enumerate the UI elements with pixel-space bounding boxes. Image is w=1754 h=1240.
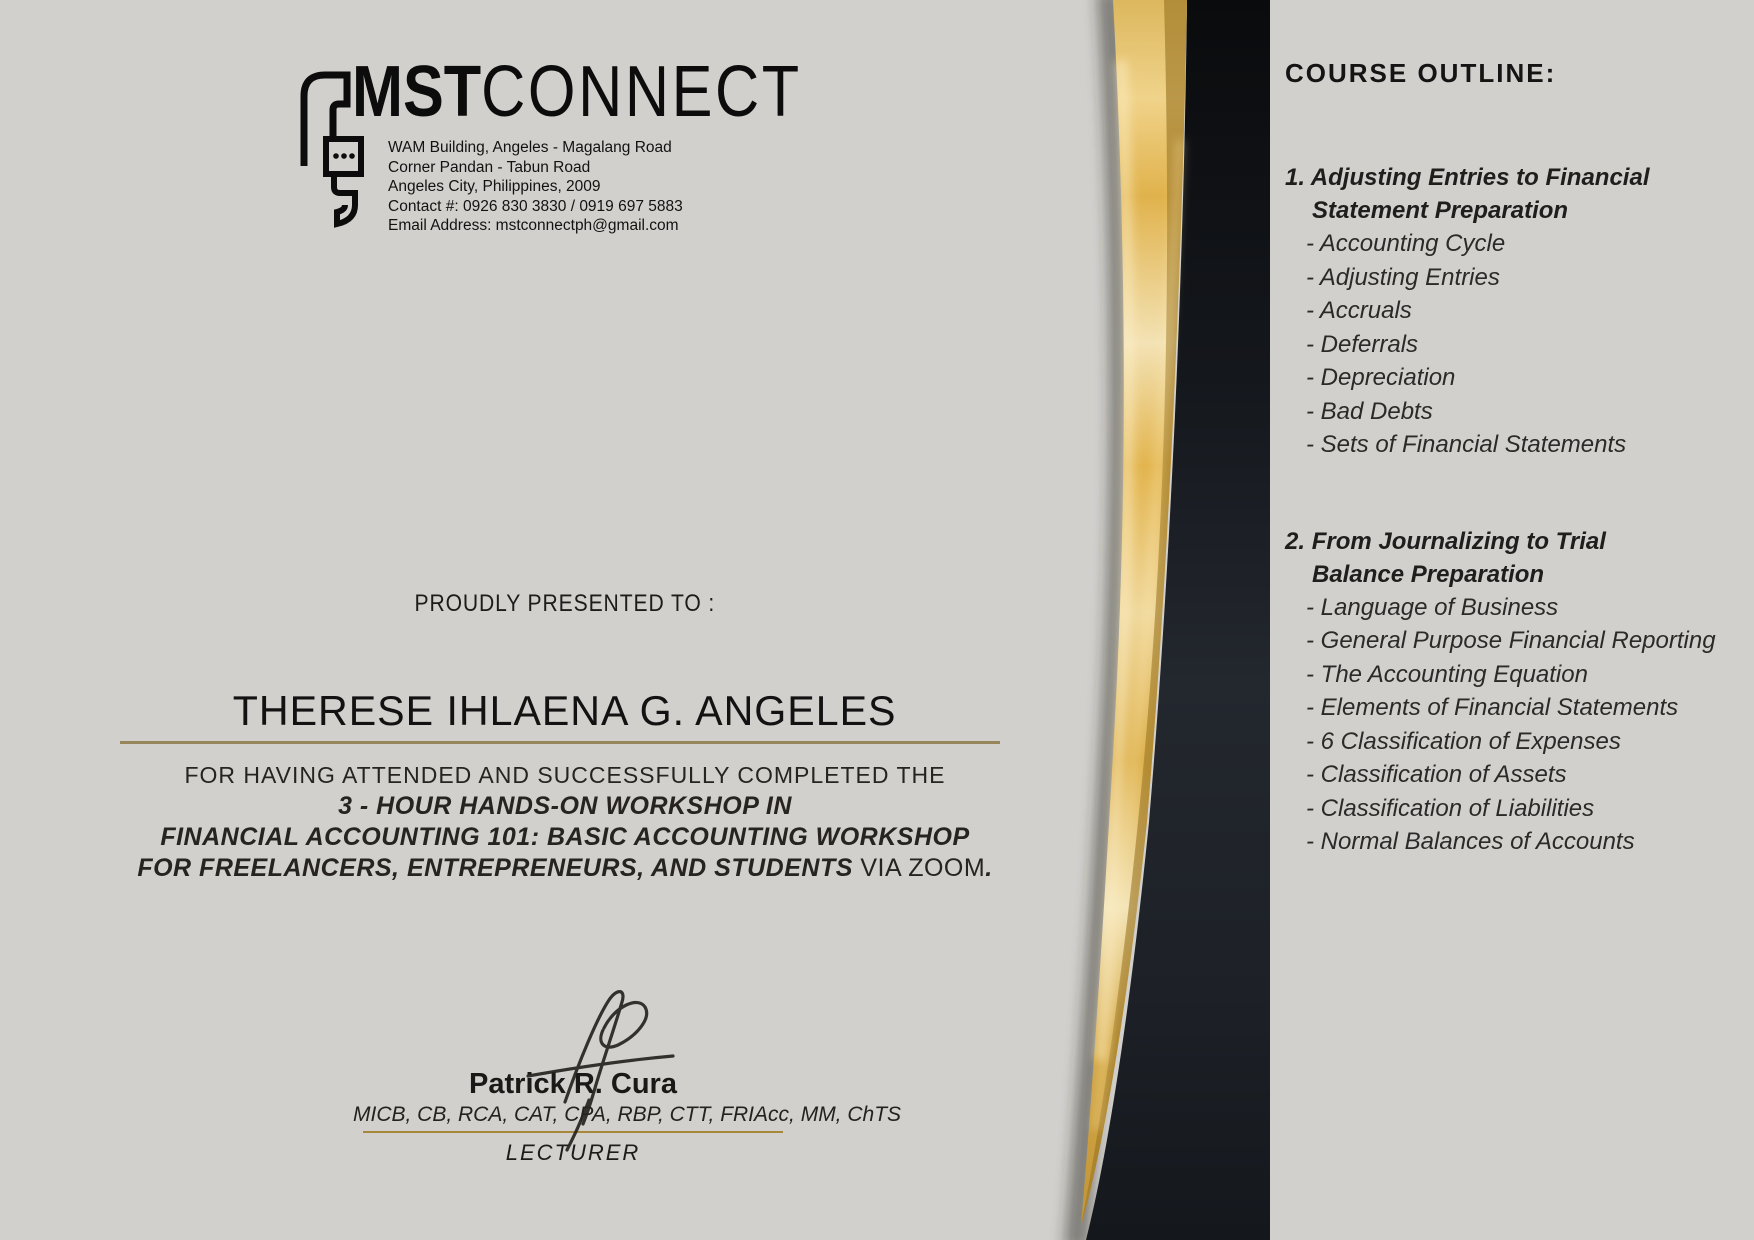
outline-section-1-number: 1.: [1285, 164, 1306, 191]
outline-item: - Normal Balances of Accounts: [1306, 828, 1635, 855]
outline-item: - Adjusting Entries: [1306, 263, 1500, 291]
brand-wordmark: [352, 52, 802, 132]
outline-item: - Classification of Liabilities: [1306, 794, 1595, 822]
outline-section-1-title-line2: Statement Preparation: [1312, 197, 1569, 224]
outline-item: - The Accounting Equation: [1306, 660, 1588, 688]
presented-label: PROUDLY PRESENTED TO :: [414, 590, 716, 617]
outline-section-2: [1285, 525, 1754, 859]
outline-item: - 6 Classification of Expenses: [1306, 727, 1621, 755]
signer-role: LECTURER: [505, 1140, 641, 1165]
body-line-4: [0, 853, 1130, 884]
outline-section-2-title: 2. From Journalizing to Trial: [1285, 527, 1606, 555]
outline-item: - Sets of Financial Statements: [1306, 431, 1627, 458]
certificate-title-line2: OF COMPLETION: [0, 443, 1130, 551]
logo-address-line: Angeles City, Philippines, 2009: [388, 178, 601, 195]
outline-item: - General Purpose Financial Reporting: [1306, 627, 1716, 654]
body-line-4-bold: FOR FREELANCERS, ENTREPRENEURS, AND STUDENTS: [137, 854, 853, 882]
logo-address-line: Email Address: mstconnectph@gmail.com: [388, 217, 679, 234]
outline-item: - Deferrals: [1306, 330, 1419, 358]
outline-item: - Accounting Cycle: [1306, 230, 1506, 257]
outline-section-1-title: 1. Adjusting Entries to Financial: [1285, 164, 1650, 191]
outline-item: - Depreciation: [1306, 364, 1456, 391]
logo-address-line: Corner Pandan - Tabun Road: [388, 158, 591, 176]
course-outline-panel: [1270, 0, 1754, 1240]
signer-underline: [363, 1131, 783, 1133]
logo-address: [388, 138, 881, 236]
brand-light: CONNECT: [481, 52, 802, 132]
body-line-2: 3 - HOUR HANDS-ON WORKSHOP IN: [338, 792, 792, 820]
logo-address-line: Contact #: 0926 830 3830 / 0919 697 5883: [388, 197, 683, 215]
logo-block: [352, 52, 881, 236]
course-outline-heading: COURSE OUTLINE:: [1285, 58, 1557, 88]
body-line-4-period: .: [985, 854, 993, 882]
body-line-4-regular: VIA ZOOM: [852, 854, 986, 882]
outline-item: - Classification of Assets: [1306, 761, 1567, 788]
brand-bold: MST: [352, 52, 482, 132]
signer-name: Patrick R. Cura: [469, 1068, 677, 1100]
outline-section-2-items: [1285, 591, 1754, 859]
outline-item: - Bad Debts: [1306, 397, 1433, 425]
signer-credentials: MICB, CB, RCA, CAT, CPA, RBP, CTT, FRIAcc, MM, ChTS: [353, 1103, 902, 1126]
outline-section-1-items: [1285, 227, 1754, 462]
outline-section-2-number: 2.: [1285, 527, 1306, 555]
recipient-name-underline: [120, 741, 1000, 744]
certificate-title-line1: CERTIFICATE: [0, 325, 1130, 433]
outline-section-1: [1285, 161, 1754, 462]
outline-item: - Accruals: [1306, 297, 1412, 324]
outline-item: - Language of Business: [1306, 593, 1559, 621]
logo-address-line: WAM Building, Angeles - Magalang Road: [388, 139, 672, 156]
body-line-1: FOR HAVING ATTENDED AND SUCCESSFULLY COMPLETED THE: [184, 762, 946, 788]
outline-item: - Elements of Financial Statements: [1306, 694, 1679, 721]
signature-block: [353, 1068, 902, 1166]
outline-section-2-title-line2: Balance Preparation: [1312, 560, 1545, 588]
certificate-body-text: [0, 760, 1130, 884]
recipient-name: THERESE IHLAENA G. ANGELES: [233, 687, 897, 734]
body-line-3: FINANCIAL ACCOUNTING 101: BASIC ACCOUNTING WORKSHOP: [160, 823, 970, 851]
